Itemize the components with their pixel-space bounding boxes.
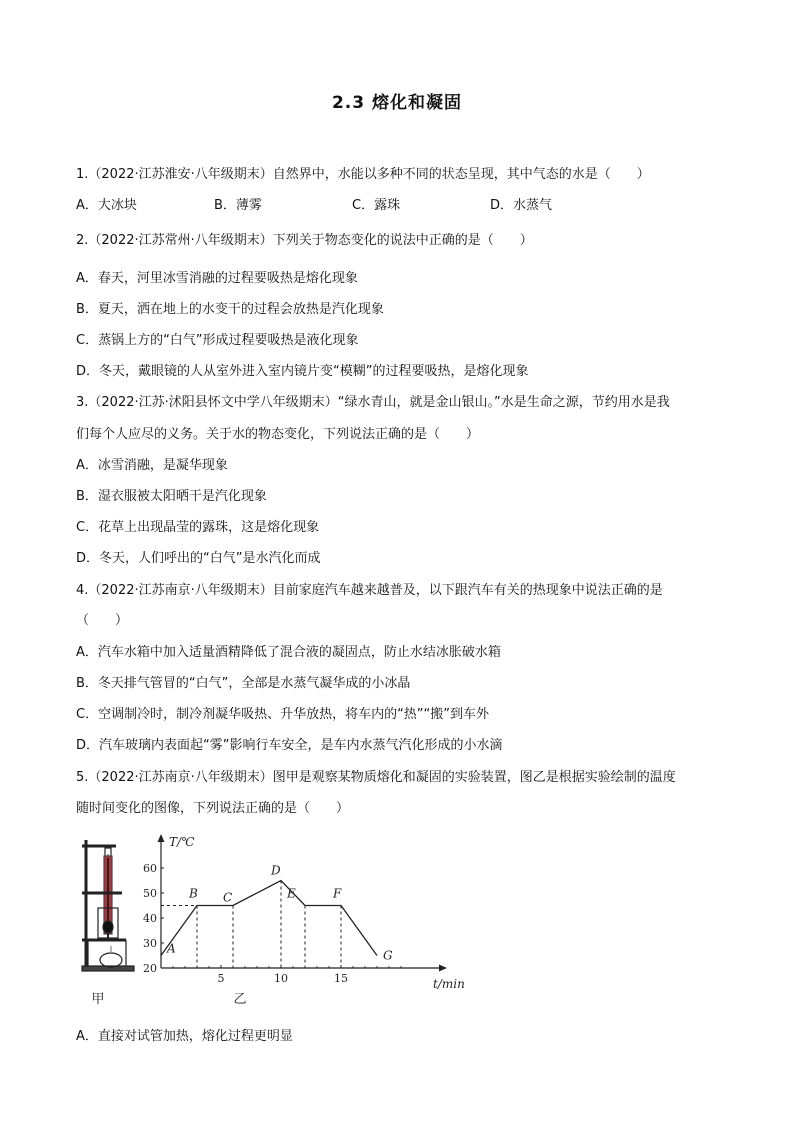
y-tick-label: 40: [143, 912, 157, 925]
question-3-option-a: A．冰雪消融，是凝华现象: [76, 458, 228, 473]
question-1-stem: 1.（2022·江苏淮安·八年级期末）自然界中，水能以多种不同的状态呈现，其中气态的水是（ ）: [76, 167, 650, 182]
question-1-option-d: D．水蒸气: [490, 198, 553, 213]
point-label-c: C: [223, 890, 233, 905]
y-tick-label: 30: [143, 937, 157, 950]
question-3-stem-line-1: 3.（2022·江苏·沭阳县怀文中学八年级期末）“绿水青山，就是金山银山。”水是生命之源，节约用水是我: [76, 395, 670, 410]
question-1-option-b: B．薄雾: [214, 198, 262, 213]
figure-label-jia: 甲: [91, 992, 105, 1007]
question-5-figure: [78, 828, 465, 1008]
point-label-e: E: [287, 886, 296, 901]
question-4-option-b: B．冬天排气管冒的“白气”，全部是水蒸气凝华成的小冰晶: [76, 676, 411, 691]
question-2-option-d: D．冬天，戴眼镜的人从室外进入室内镜片变“模糊”的过程要吸热，是熔化现象: [76, 364, 529, 379]
y-tick-label: 50: [143, 887, 157, 900]
y-axis-label: T/℃: [169, 835, 195, 849]
question-3-option-b: B．湿衣服被太阳晒干是汽化现象: [76, 489, 267, 504]
question-3-stem-line-2: 们每个人应尽的义务。关于水的物态变化，下列说法正确的是（ ）: [76, 427, 480, 442]
point-label-d: D: [271, 863, 281, 878]
question-3-option-c: C．花草上出现晶莹的露珠，这是熔化现象: [76, 520, 320, 535]
x-axis-label: t/min: [433, 977, 465, 991]
point-label-g: G: [383, 948, 393, 963]
question-2-option-b: B．夏天，洒在地上的水变干的过程会放热是汽化现象: [76, 302, 384, 317]
question-3-option-d: D．冬天，人们呼出的“白气”是水汽化而成: [76, 551, 321, 566]
page-title: 2.3 熔化和凝固: [331, 93, 463, 113]
question-5-stem-line-1: 5.（2022·江苏南京·八年级期末）图甲是观察某物质熔化和凝固的实验装置，图乙是根据实验绘制的温度: [76, 770, 676, 785]
question-1-option-a: A．大冰块: [76, 198, 137, 213]
experiment-apparatus-illustration: [82, 840, 134, 971]
y-tick-label: 20: [143, 962, 157, 975]
question-4-option-a: A．汽车水箱中加入适量酒精降低了混合液的凝固点，防止水结冰胀破水箱: [76, 645, 501, 660]
question-2-option-a: A．春天，河里冰雪消融的过程要吸热是熔化现象: [76, 271, 358, 286]
x-tick-label: 15: [334, 972, 348, 985]
y-axis-arrow: [158, 834, 165, 842]
question-4-stem-line-2: （ ）: [76, 613, 129, 628]
question-1-option-c: C．露珠: [352, 198, 401, 213]
figure-label-yi: 乙: [233, 992, 247, 1007]
question-5-option-a: A．直接对试管加热，熔化过程更明显: [76, 1029, 293, 1044]
question-1-options: [76, 197, 628, 215]
temperature-time-graph: [143, 834, 465, 991]
point-label-a: A: [167, 941, 176, 956]
question-2-stem: 2.（2022·江苏常州·八年级期末）下列关于物态变化的说法中正确的是（ ）: [76, 233, 533, 248]
question-4-option-c: C．空调制冷时，制冷剂凝华吸热、升华放热，将车内的“热”“搬”到车外: [76, 707, 490, 722]
question-4-stem-line-1: 4.（2022·江苏南京·八年级期末）目前家庭汽车越来越普及，以下跟汽车有关的热现象中说法正确的是: [76, 583, 663, 598]
x-tick-label: 10: [274, 972, 288, 985]
y-tick-label: 60: [143, 862, 157, 875]
point-label-b: B: [189, 886, 198, 901]
point-label-f: F: [333, 886, 342, 901]
question-5-stem-line-2: 随时间变化的图像，下列说法正确的是（ ）: [76, 801, 350, 816]
x-axis-arrow: [439, 965, 447, 972]
question-4-option-d: D．汽车玻璃内表面起“雾”影响行车安全，是车内水蒸气汽化形成的小水滴: [76, 738, 503, 753]
x-tick-label: 5: [217, 972, 225, 985]
question-2-option-c: C．蒸锅上方的“白气”形成过程要吸热是液化现象: [76, 333, 359, 348]
